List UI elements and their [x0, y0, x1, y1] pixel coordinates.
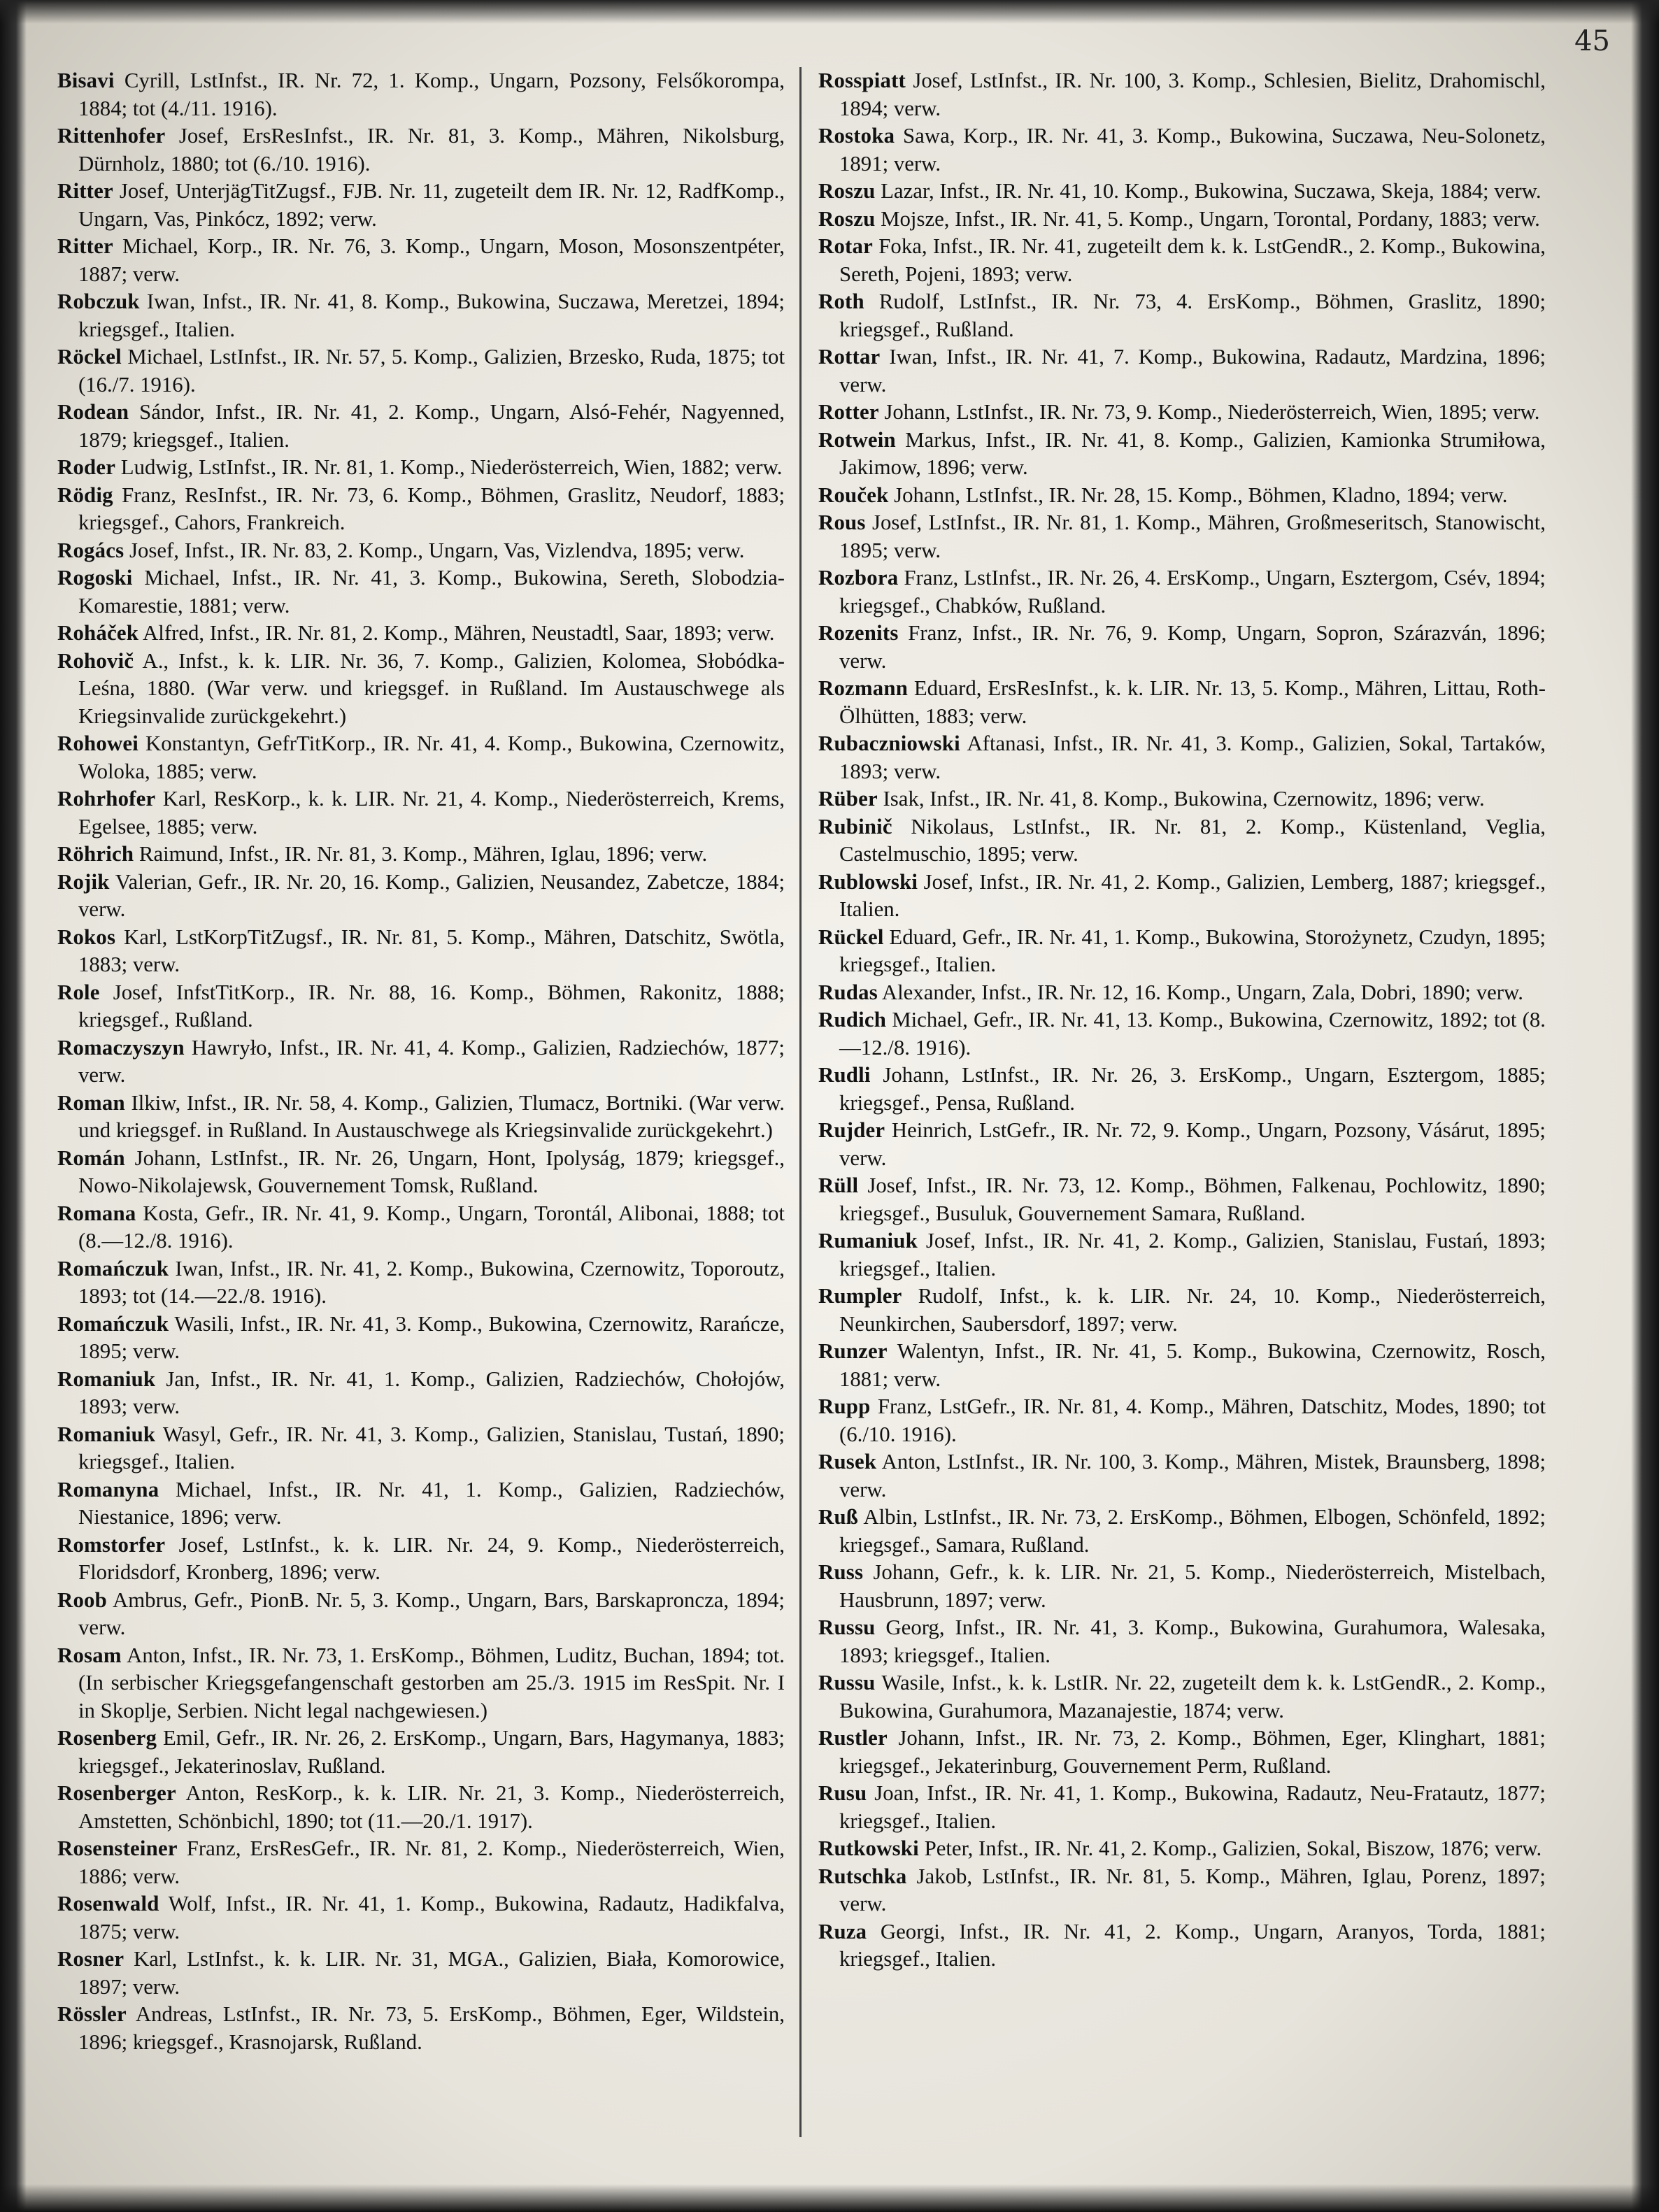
list-entry — [818, 233, 1546, 288]
entry-details: Iwan, Infst., IR. Nr. 41, 2. Komp., Bukowina, Czernowitz, Toporoutz, 1893; tot (14.—22./8. 1916). — [78, 1256, 785, 1308]
entry-surname: Rohovič — [57, 648, 134, 673]
list-entry — [57, 1255, 785, 1311]
entry-details: Cyrill, LstInfst., IR. Nr. 72, 1. Komp., Ungarn, Pozsony, Felsőkorompa, 1884; tot (4./11. 1916). — [78, 69, 785, 120]
list-entry — [818, 343, 1546, 399]
entry-details: Ilkiw, Infst., IR. Nr. 58, 4. Komp., Galizien, Tlumacz, Bortniki. (War verw. und kriegsgef. in Rußland. In Austauschwege als Kriegsinvalide zurückgekehrt.) — [78, 1090, 785, 1142]
list-entry — [57, 233, 785, 288]
list-entry — [57, 1835, 785, 1890]
entry-details: Kosta, Gefr., IR. Nr. 41, 9. Komp., Ungarn, Torontál, Alibonai, 1888; tot (8.—12./8. 1916). — [78, 1201, 785, 1253]
entry-surname: Romańczuk — [57, 1311, 169, 1336]
entry-surname: Ritter — [57, 179, 113, 203]
list-entry — [818, 1863, 1546, 1918]
list-entry — [818, 1393, 1546, 1448]
entry-details: Anton, Infst., IR. Nr. 73, 1. ErsKomp., Böhmen, Luditz, Buchan, 1894; tot. (In serbischer Kriegsgefangenschaft gestorben am 25./3. 1915 im ResSpit. Nr. I in Skoplje, Serbien. Nicht legal nachgewiesen.) — [78, 1643, 785, 1722]
entry-surname: Roder — [57, 455, 116, 479]
entry-surname: Rotter — [818, 400, 879, 424]
entry-details: Michael, Korp., IR. Nr. 76, 3. Komp., Ungarn, Moson, Mosonszentpéter, 1887; verw. — [78, 234, 785, 286]
list-entry — [818, 924, 1546, 979]
entry-details: Josef, ErsResInfst., IR. Nr. 81, 3. Komp., Mähren, Nikolsburg, Dürnholz, 1880; tot (6./10. 1916). — [78, 124, 785, 176]
list-entry — [57, 1145, 785, 1200]
entry-surname: Robczuk — [57, 290, 140, 313]
entry-surname: Romaniuk — [57, 1422, 156, 1446]
entry-surname: Rittenhofer — [57, 124, 166, 148]
entry-details: Alexander, Infst., IR. Nr. 12, 16. Komp., Ungarn, Zala, Dobri, 1890; verw. — [877, 980, 1523, 1004]
entry-surname: Roman — [57, 1090, 125, 1115]
entry-surname: Rosenwald — [57, 1892, 159, 1915]
list-entry — [57, 730, 785, 785]
entry-surname: Rupp — [818, 1394, 871, 1418]
entry-surname: Rudli — [818, 1063, 871, 1087]
entry-surname: Rückel — [818, 925, 884, 949]
entry-surname: Romaczyszyn — [57, 1035, 185, 1059]
left-column — [57, 67, 785, 2056]
entry-surname: Rustler — [818, 1726, 888, 1750]
entry-surname: Rohrhofer — [57, 787, 156, 811]
entry-surname: Röckel — [57, 345, 122, 369]
entry-details: Franz, ErsResGefr., IR. Nr. 81, 2. Komp., Niederösterreich, Wien, 1886; verw. — [78, 1836, 785, 1888]
right-column — [818, 67, 1546, 1974]
list-entry — [57, 620, 785, 648]
list-entry — [818, 482, 1546, 510]
entry-details: Walentyn, Infst., IR. Nr. 41, 5. Komp., Bukowina, Czernowitz, Rosch, 1881; verw. — [839, 1339, 1546, 1391]
scan-shadow-right — [1631, 0, 1659, 2212]
list-entry — [57, 1532, 785, 1587]
entry-surname: Rusek — [818, 1450, 877, 1474]
list-entry — [818, 1780, 1546, 1835]
entry-details: A., Infst., k. k. LIR. Nr. 36, 7. Komp., Galizien, Kolomea, Słobódka-Leśna, 1880. (War verw. und kriegsgef. in Rußland. Im Austauschwege als Kriegsinvalide zurückgekehrt.) — [78, 648, 785, 728]
entry-details: Aftanasi, Infst., IR. Nr. 41, 3. Komp., Galizien, Sokal, Tartaków, 1893; verw. — [839, 732, 1546, 783]
entry-surname: Rosam — [57, 1643, 122, 1667]
list-entry — [818, 1006, 1546, 1062]
list-entry — [818, 785, 1546, 813]
list-entry — [57, 1421, 785, 1476]
list-entry — [818, 564, 1546, 620]
entry-surname: Rotar — [818, 234, 873, 258]
entry-surname: Role — [57, 980, 100, 1004]
entry-details: Franz, Infst., IR. Nr. 76, 9. Komp, Ungarn, Sopron, Szárazván, 1896; verw. — [839, 621, 1546, 673]
list-entry — [818, 979, 1546, 1007]
entry-details: Josef, UnterjägTitZugsf., FJB. Nr. 11, zugeteilt dem IR. Nr. 12, RadfKomp., Ungarn, Vas, Pinkócz, 1892; verw. — [78, 179, 785, 231]
entry-surname: Rubaczniowski — [818, 732, 960, 755]
entry-details: Johann, LstInfst., IR. Nr. 26, Ungarn, Hont, Ipolyság, 1879; kriegsgef., Nowo-Nikolajewsk, Gouvernement Tomsk, Rußland. — [78, 1146, 785, 1197]
entry-details: Anton, LstInfst., IR. Nr. 100, 3. Komp., Mähren, Mistek, Braunsberg, 1898; verw. — [839, 1450, 1546, 1501]
list-entry — [57, 979, 785, 1034]
entry-details: Markus, Infst., IR. Nr. 41, 8. Komp., Galizien, Kamionka Strumiłowa, Jakimow, 1896; verw. — [839, 427, 1546, 479]
scan-shadow-left — [0, 0, 27, 2212]
list-entry — [57, 537, 785, 565]
entry-details: Sándor, Infst., IR. Nr. 41, 2. Komp., Ungarn, Alsó-Fehér, Nagyenned, 1879; kriegsgef., Italien. — [78, 400, 785, 452]
list-entry — [818, 67, 1546, 122]
entry-surname: Rumaniuk — [818, 1229, 918, 1253]
scan-shadow-top — [0, 0, 1659, 24]
entry-details: Joan, Infst., IR. Nr. 41, 1. Komp., Bukowina, Radautz, Neu-Fratautz, 1877; kriegsgef., Italien. — [839, 1781, 1546, 1833]
entry-details: Franz, LstGefr., IR. Nr. 81, 4. Komp., Mähren, Datschitz, Modes, 1890; tot (6./10. 1916). — [839, 1394, 1546, 1446]
list-entry — [818, 122, 1546, 178]
entry-details: Sawa, Korp., IR. Nr. 41, 3. Komp., Bukowina, Suczawa, Neu-Solonetz, 1891; verw. — [839, 124, 1546, 176]
list-entry — [818, 206, 1546, 234]
list-entry — [57, 1311, 785, 1366]
entry-details: Wolf, Infst., IR. Nr. 41, 1. Komp., Bukowina, Radautz, Hadikfalva, 1875; verw. — [78, 1892, 785, 1943]
entry-details: Michael, LstInfst., IR. Nr. 57, 5. Komp., Galizien, Brzesko, Ruda, 1875; tot (16./7. 1916). — [78, 345, 785, 397]
list-entry — [57, 924, 785, 979]
entry-details: Josef, InfstTitKorp., IR. Nr. 88, 16. Komp., Böhmen, Rakonitz, 1888; kriegsgef., Rußland. — [78, 980, 785, 1032]
list-entry — [57, 454, 785, 482]
entry-surname: Rubinič — [818, 814, 892, 839]
list-entry — [57, 343, 785, 399]
list-entry — [818, 1283, 1546, 1338]
entry-details: Hawryło, Infst., IR. Nr. 41, 4. Komp., Galizien, Radziechów, 1877; verw. — [78, 1035, 785, 1087]
list-entry — [818, 1725, 1546, 1780]
entry-details: Johann, LstInfst., IR. Nr. 26, 3. ErsKomp., Ungarn, Esztergom, 1885; kriegsgef., Pensa, Rußland. — [839, 1063, 1546, 1115]
entry-details: Michael, Infst., IR. Nr. 41, 3. Komp., Bukowina, Sereth, Slobodzia-Komarestie, 1881; verw. — [78, 566, 785, 618]
entry-details: Albin, LstInfst., IR. Nr. 73, 2. ErsKomp., Böhmen, Elbogen, Schönfeld, 1892; kriegsgef., Samara, Rußland. — [839, 1505, 1546, 1557]
entry-surname: Rouček — [818, 483, 889, 507]
list-entry — [57, 1946, 785, 2001]
entry-surname: Romaniuk — [57, 1367, 156, 1391]
entry-details: Lazar, Infst., IR. Nr. 41, 10. Komp., Bukowina, Suczawa, Skeja, 1884; verw. — [875, 179, 1541, 203]
entry-details: Josef, Infst., IR. Nr. 41, 2. Komp., Galizien, Lemberg, 1887; kriegsgef., Italien. — [839, 869, 1546, 921]
list-entry — [57, 1890, 785, 1946]
list-entry — [57, 1090, 785, 1145]
entry-details: Franz, LstInfst., IR. Nr. 26, 4. ErsKomp., Ungarn, Esztergom, Csév, 1894; kriegsgef., Chabków, Rußland. — [839, 566, 1546, 618]
entry-details: Andreas, LstInfst., IR. Nr. 73, 5. ErsKomp., Böhmen, Eger, Wildstein, 1896; kriegsgef., Krasnojarsk, Rußland. — [78, 2002, 785, 2054]
list-entry — [818, 1918, 1546, 1974]
list-entry — [57, 785, 785, 841]
entry-details: Johann, Infst., IR. Nr. 73, 2. Komp., Böhmen, Eger, Klinghart, 1881; kriegsgef., Jekaterinburg, Gouvernement Perm, Rußland. — [839, 1726, 1546, 1778]
entry-details: Karl, LstKorpTitZugsf., IR. Nr. 81, 5. Komp., Mähren, Datschitz, Swötla, 1883; verw. — [78, 925, 785, 976]
entry-surname: Bisavi — [57, 69, 115, 92]
list-entry — [57, 1725, 785, 1780]
entry-details: Josef, LstInfst., IR. Nr. 100, 3. Komp., Schlesien, Bielitz, Drahomischl, 1894; verw. — [839, 69, 1546, 120]
entry-details: Josef, Infst., IR. Nr. 73, 12. Komp., Böhmen, Falkenau, Pochlowitz, 1890; kriegsgef., Busuluk, Gouvernement Samara, Rußland. — [839, 1173, 1546, 1225]
entry-details: Alfred, Infst., IR. Nr. 81, 2. Komp., Mähren, Neustadtl, Saar, 1893; verw. — [138, 621, 775, 645]
entry-surname: Romstorfer — [57, 1532, 166, 1557]
entry-details: Johann, LstInfst., IR. Nr. 28, 15. Komp., Böhmen, Kladno, 1894; verw. — [888, 483, 1508, 507]
entry-details: Anton, ResKorp., k. k. LIR. Nr. 21, 3. Komp., Niederösterreich, Amstetten, Schönbichl, 1890; tot (11.—20./1. 1917). — [78, 1781, 785, 1833]
entry-details: Josef, Infst., IR. Nr. 83, 2. Komp., Ungarn, Vas, Vizlendva, 1895; verw. — [124, 538, 745, 562]
entry-surname: Román — [57, 1146, 125, 1170]
list-entry — [57, 178, 785, 233]
entry-details: Rudolf, Infst., k. k. LIR. Nr. 24, 10. Komp., Niederösterreich, Neunkirchen, Saubersdorf, 1897; verw. — [839, 1284, 1546, 1336]
entry-details: Heinrich, LstGefr., IR. Nr. 72, 9. Komp., Ungarn, Pozsony, Vásárut, 1895; verw. — [839, 1118, 1546, 1170]
list-entry — [57, 399, 785, 454]
entry-surname: Russu — [818, 1615, 876, 1639]
list-entry — [818, 1669, 1546, 1725]
entry-surname: Ruza — [818, 1919, 867, 1943]
entry-details: Karl, ResKorp., k. k. LIR. Nr. 21, 4. Komp., Niederösterreich, Krems, Egelsee, 1885; verw. — [78, 787, 785, 839]
list-entry — [57, 67, 785, 122]
entry-details: Michael, Gefr., IR. Nr. 41, 13. Komp., Bukowina, Czernowitz, 1892; tot (8.—12./8. 1916). — [839, 1008, 1546, 1059]
entry-surname: Rudich — [818, 1008, 887, 1032]
entry-surname: Rutschka — [818, 1864, 907, 1888]
entry-surname: Roszu — [818, 206, 876, 231]
list-entry — [57, 1200, 785, 1255]
list-entry — [57, 841, 785, 869]
entry-details: Isak, Infst., IR. Nr. 41, 8. Komp., Bukowina, Czernowitz, 1896; verw. — [877, 787, 1485, 811]
list-entry — [57, 1366, 785, 1421]
entry-surname: Ruß — [818, 1505, 859, 1529]
page-number: 45 — [1574, 25, 1610, 57]
entry-details: Johann, LstInfst., IR. Nr. 73, 9. Komp., Niederösterreich, Wien, 1895; verw. — [878, 400, 1540, 424]
entry-details: Konstantyn, GefrTitKorp., IR. Nr. 41, 4. Komp., Bukowina, Czernowitz, Woloka, 1885; verw. — [78, 732, 785, 783]
entry-details: Emil, Gefr., IR. Nr. 26, 2. ErsKomp., Ungarn, Bars, Hagymanya, 1883; kriegsgef., Jekaterinoslav, Rußland. — [78, 1726, 785, 1778]
list-entry — [818, 1117, 1546, 1172]
entry-details: Karl, LstInfst., k. k. LIR. Nr. 31, MGA., Galizien, Biała, Komorowice, 1897; verw. — [78, 1947, 785, 1999]
entry-surname: Ritter — [57, 234, 113, 258]
list-entry — [818, 427, 1546, 482]
entry-surname: Rublowski — [818, 869, 918, 894]
entry-details: Raimund, Infst., IR. Nr. 81, 3. Komp., Mähren, Iglau, 1896; verw. — [134, 842, 708, 866]
entry-details: Georgi, Infst., IR. Nr. 41, 2. Komp., Ungarn, Aranyos, Torda, 1881; kriegsgef., Italien. — [839, 1919, 1546, 1971]
entry-surname: Rozenits — [818, 621, 899, 645]
entry-surname: Rusu — [818, 1781, 867, 1805]
list-entry — [57, 482, 785, 537]
entry-details: Rudolf, LstInfst., IR. Nr. 73, 4. ErsKomp., Böhmen, Graslitz, 1890; kriegsgef., Rußland. — [839, 290, 1546, 341]
entry-surname: Rogács — [57, 538, 124, 562]
entry-surname: Rosner — [57, 1947, 124, 1971]
entry-surname: Roszu — [818, 179, 876, 203]
entry-surname: Rosenberger — [57, 1781, 176, 1805]
list-entry — [818, 730, 1546, 785]
list-entry — [57, 564, 785, 620]
entry-surname: Rojik — [57, 869, 110, 894]
list-entry — [818, 1062, 1546, 1117]
list-entry — [818, 1614, 1546, 1669]
entry-details: Georg, Infst., IR. Nr. 41, 3. Komp., Bukowina, Gurahumora, Walesaka, 1893; kriegsgef., Italien. — [839, 1615, 1546, 1667]
list-entry — [57, 1642, 785, 1725]
list-entry — [818, 509, 1546, 564]
entry-surname: Rohowei — [57, 732, 139, 755]
entry-details: Franz, ResInfst., IR. Nr. 73, 6. Komp., Böhmen, Graslitz, Neudorf, 1883; kriegsgef., Cahors, Frankreich. — [78, 483, 785, 534]
list-entry — [818, 869, 1546, 924]
list-entry — [57, 1476, 785, 1532]
entry-surname: Runzer — [818, 1339, 888, 1363]
entry-details: Iwan, Infst., IR. Nr. 41, 8. Komp., Bukowina, Suczawa, Meretzei, 1894; kriegsgef., Italien. — [78, 290, 785, 341]
entry-surname: Rüber — [818, 787, 878, 811]
entry-details: Foka, Infst., IR. Nr. 41, zugeteilt dem k. k. LstGendR., 2. Komp., Bukowina, Sereth, Pojeni, 1893; verw. — [839, 234, 1546, 286]
list-entry — [57, 2001, 785, 2056]
entry-surname: Rujder — [818, 1118, 885, 1142]
list-entry — [818, 178, 1546, 206]
entry-surname: Rogoski — [57, 566, 133, 590]
entry-details: Wasile, Infst., k. k. LstIR. Nr. 22, zugeteilt dem k. k. LstGendR., 2. Komp., Bukowina, Gurahumora, Mazanajestie, 1874; verw. — [839, 1671, 1546, 1722]
list-entry — [818, 813, 1546, 869]
entry-surname: Rous — [818, 511, 866, 534]
entry-details: Wasyl, Gefr., IR. Nr. 41, 3. Komp., Galizien, Stanislau, Tustań, 1890; kriegsgef., Italien. — [78, 1422, 785, 1474]
entry-details: Michael, Infst., IR. Nr. 41, 1. Komp., Galizien, Radziechów, Niestanice, 1896; verw. — [78, 1477, 785, 1529]
entry-details: Valerian, Gefr., IR. Nr. 20, 16. Komp., Galizien, Neusandez, Zabetcze, 1884; verw. — [78, 869, 785, 921]
entry-surname: Russ — [818, 1560, 864, 1584]
entry-surname: Roob — [57, 1587, 107, 1612]
entry-surname: Rozmann — [818, 676, 909, 700]
list-entry — [818, 288, 1546, 343]
entry-surname: Rosensteiner — [57, 1836, 178, 1860]
entry-surname: Rutkowski — [818, 1836, 919, 1860]
entry-details: Josef, LstInfst., IR. Nr. 81, 1. Komp., Mähren, Großmeseritsch, Stanowischt, 1895; verw. — [839, 511, 1546, 562]
entry-details: Ambrus, Gefr., PionB. Nr. 5, 3. Komp., Ungarn, Bars, Barskaproncza, 1894; verw. — [78, 1587, 785, 1639]
list-entry — [818, 1504, 1546, 1559]
list-entry — [57, 1780, 785, 1835]
entry-details: Peter, Infst., IR. Nr. 41, 2. Komp., Galizien, Sokal, Biszow, 1876; verw. — [918, 1836, 1542, 1860]
list-entry — [818, 1448, 1546, 1504]
entry-surname: Rödig — [57, 483, 113, 507]
entry-details: Wasili, Infst., IR. Nr. 41, 3. Komp., Bukowina, Czernowitz, Rarańcze, 1895; verw. — [78, 1311, 785, 1363]
entry-details: Eduard, ErsResInfst., k. k. LIR. Nr. 13, 5. Komp., Mähren, Littau, Roth-Ölhütten, 1883; verw. — [839, 676, 1546, 728]
entry-surname: Roháček — [57, 621, 139, 645]
entry-surname: Russu — [818, 1671, 876, 1694]
scan-shadow-bottom — [0, 2184, 1659, 2212]
entry-details: Johann, Gefr., k. k. LIR. Nr. 21, 5. Komp., Niederösterreich, Mistelbach, Hausbrunn, 1897; verw. — [839, 1560, 1546, 1612]
entry-surname: Romana — [57, 1201, 136, 1225]
entry-surname: Romanyna — [57, 1477, 159, 1501]
list-entry — [57, 1034, 785, 1090]
list-entry — [818, 1172, 1546, 1227]
entry-details: Eduard, Gefr., IR. Nr. 41, 1. Komp., Bukowina, Storożynetz, Czudyn, 1895; kriegsgef., Italien. — [839, 925, 1546, 976]
list-entry — [818, 1338, 1546, 1393]
list-entry — [818, 1835, 1546, 1863]
entry-surname: Rodean — [57, 400, 129, 424]
entry-surname: Rostoka — [818, 124, 895, 148]
entry-surname: Rudas — [818, 980, 878, 1004]
list-entry — [818, 620, 1546, 675]
list-entry — [818, 675, 1546, 730]
entry-surname: Rosspiatt — [818, 69, 906, 92]
entry-surname: Romańczuk — [57, 1256, 169, 1280]
list-entry — [57, 869, 785, 924]
entry-surname: Rumpler — [818, 1284, 902, 1308]
entry-surname: Rozbora — [818, 566, 899, 590]
entry-surname: Rosenberg — [57, 1726, 157, 1750]
entry-details: Iwan, Infst., IR. Nr. 41, 7. Komp., Bukowina, Radautz, Mardzina, 1896; verw. — [839, 345, 1546, 397]
list-entry — [57, 648, 785, 731]
entry-surname: Röhrich — [57, 842, 134, 866]
entry-details: Josef, Infst., IR. Nr. 41, 2. Komp., Galizien, Stanislau, Fustań, 1893; kriegsgef., Italien. — [839, 1229, 1546, 1280]
list-entry — [57, 122, 785, 178]
list-entry — [818, 1559, 1546, 1614]
column-divider — [799, 67, 802, 2137]
list-entry — [818, 399, 1546, 427]
list-entry — [57, 1587, 785, 1642]
entry-surname: Rotwein — [818, 427, 896, 452]
entry-details: Nikolaus, LstInfst., IR. Nr. 81, 2. Komp., Küstenland, Veglia, Castelmuschio, 1895; verw. — [839, 814, 1546, 866]
entry-surname: Rüll — [818, 1173, 859, 1197]
entry-surname: Rössler — [57, 2002, 127, 2026]
entry-details: Mojsze, Infst., IR. Nr. 41, 5. Komp., Ungarn, Torontal, Pordany, 1883; verw. — [875, 206, 1540, 231]
entry-surname: Rottar — [818, 345, 881, 369]
entry-surname: Rokos — [57, 925, 116, 949]
list-entry — [57, 288, 785, 343]
list-entry — [818, 1227, 1546, 1283]
entry-details: Jakob, LstInfst., IR. Nr. 81, 5. Komp., Mähren, Iglau, Porenz, 1897; verw. — [839, 1864, 1546, 1915]
entry-surname: Roth — [818, 290, 864, 313]
entry-details: Jan, Infst., IR. Nr. 41, 1. Komp., Galizien, Radziechów, Chołojów, 1893; verw. — [78, 1367, 785, 1418]
entry-details: Ludwig, LstInfst., IR. Nr. 81, 1. Komp., Niederösterreich, Wien, 1882; verw. — [115, 455, 783, 479]
entry-details: Josef, LstInfst., k. k. LIR. Nr. 24, 9. Komp., Niederösterreich, Floridsdorf, Kronberg, 1896; verw. — [78, 1532, 785, 1584]
